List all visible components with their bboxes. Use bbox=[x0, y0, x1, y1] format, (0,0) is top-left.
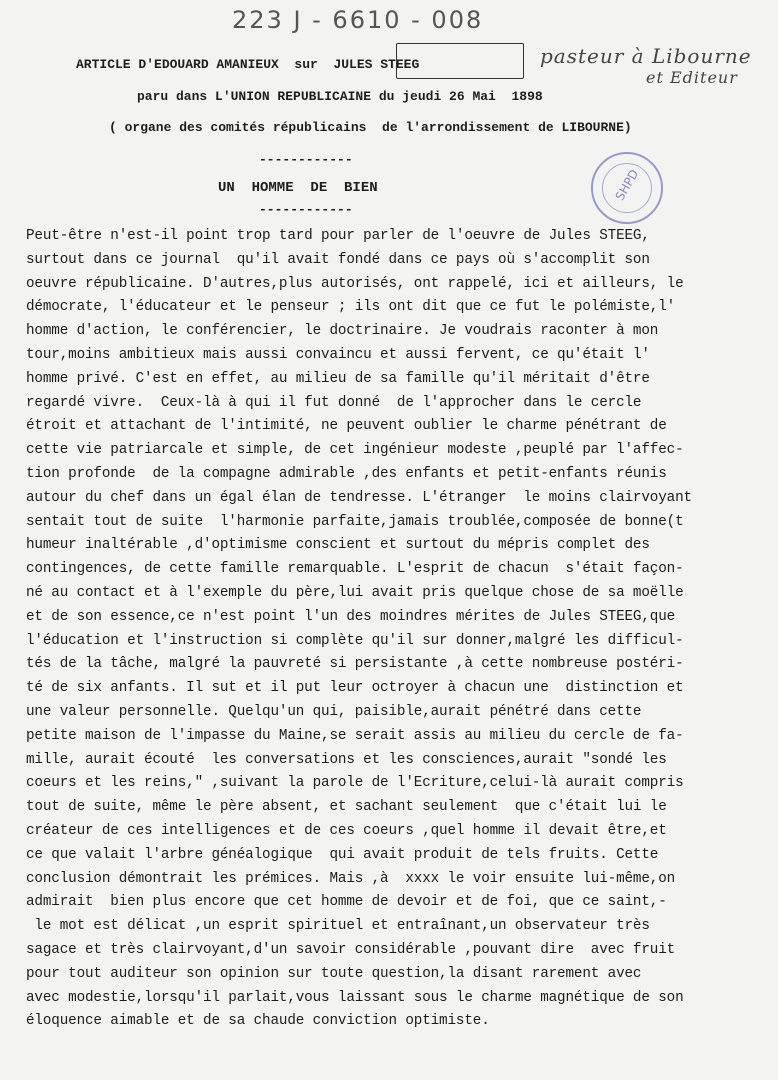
body-line: mille, aurait écouté les conversations et les consciences,aurait "sondé les bbox=[26, 751, 667, 768]
header-line-2: paru dans L'UNION REPUBLICAINE du jeudi 26 Mai 1898 bbox=[137, 89, 543, 104]
header-line-1 bbox=[76, 57, 419, 72]
body-line: oeuvre républicaine. D'autres,plus autorisés, ont rappelé, ici et ailleurs, le bbox=[26, 275, 684, 292]
body-line: coeurs et les reins," ,suivant la parole de l'Ecriture,celui-là aurait compris bbox=[26, 775, 684, 792]
body-line: surtout dans ce journal qu'il avait fondé dans ce pays où s'accomplit son bbox=[26, 251, 650, 268]
body-line: démocrate, l'éducateur et le penseur ; ils ont dit que ce fut le polémiste,l' bbox=[26, 299, 676, 316]
body-line: et de son essence,ce n'est point l'un des moindres mérites de Jules STEEG,que bbox=[26, 608, 676, 625]
body-line: tour,moins ambitieux mais aussi convaincu et aussi fervent, ce qu'était l' bbox=[26, 346, 650, 363]
body-line: né au contact et à l'exemple du père,lui avait pris quelque chose de sa moëlle bbox=[26, 584, 684, 601]
body-line: conclusion démontrait les prémices. Mais ,à xxxx le voir ensuite lui-même,on bbox=[26, 870, 676, 887]
body-line: une valeur personnelle. Quelqu'un qui, paisible,aurait pénétré dans cette bbox=[26, 703, 642, 720]
title-rule-top: ------------ bbox=[259, 152, 353, 167]
title-rule-bottom: ------------ bbox=[259, 202, 353, 217]
body-line: étroit et attachant de l'intimité, ne peuvent oublier le charme pénétrant de bbox=[26, 418, 667, 435]
body-line: pour tout auditeur son opinion sur toute question,la disant rarement avec bbox=[26, 965, 642, 982]
body-line: le mot est délicat ,un esprit spirituel et entraînant,un observateur très bbox=[26, 918, 650, 935]
body-line: éloquence aimable et de sa chaude conviction optimiste. bbox=[26, 1013, 490, 1030]
body-line: tion profonde de la compagne admirable ,des enfants et petit-enfants réunis bbox=[26, 465, 667, 482]
body-line: petite maison de l'impasse du Maine,se serait assis au milieu du cercle de fa- bbox=[26, 727, 684, 744]
margin-note: pasteur à Libourne bbox=[540, 44, 752, 68]
body-line: Peut-être n'est-il point trop tard pour parler de l'oeuvre de Jules STEEG, bbox=[26, 228, 650, 244]
body-line: té de six anfants. Il sut et il put leur octroyer à chacun une distinction et bbox=[26, 680, 684, 697]
archive-reference: 223 J - 6610 - 008 bbox=[232, 6, 484, 34]
margin-note: et Editeur bbox=[646, 68, 738, 87]
article-body bbox=[26, 225, 778, 1034]
body-line: autour du chef dans un égal élan de tendresse. L'étranger le moins clairvoyant bbox=[26, 489, 692, 506]
body-line: sentait tout de suite l'harmonie parfaite,jamais troublée,composée de bonne(t bbox=[26, 513, 684, 530]
body-line: créateur de ces intelligences et de ces coeurs ,quel homme il devait être,et bbox=[26, 822, 667, 839]
body-line: homme d'action, le conférencier, le doctrinaire. Je voudrais raconter à mon bbox=[26, 323, 659, 340]
body-line: homme privé. C'est en effet, au milieu de sa famille qu'il méritait d'être bbox=[26, 370, 650, 387]
body-line: admirait bien plus encore que cet homme de devoir et de foi, que ce saint,- bbox=[26, 894, 667, 911]
archive-stamp bbox=[591, 152, 663, 224]
article-title: UN HOMME DE BIEN bbox=[218, 180, 378, 196]
body-line: avec modestie,lorsqu'il parlait,vous laissant sous le charme magnétique de son bbox=[26, 989, 684, 1006]
body-line: contingences, de cette famille remarquable. L'esprit de chacun s'était façon- bbox=[26, 561, 684, 578]
header-prefix: ARTICLE D'EDOUARD AMANIEUX sur bbox=[76, 57, 334, 72]
body-line: tés de la tâche, malgré la pauvreté si persistante ,à cette nombreuse postéri- bbox=[26, 656, 684, 673]
header-line-3: ( organe des comités républicains de l'arrondissement de LIBOURNE) bbox=[109, 120, 632, 135]
body-line: humeur inaltérable ,d'optimisme conscient et surtout du mépris complet des bbox=[26, 537, 650, 554]
stamp-text: SHPD bbox=[612, 167, 642, 203]
body-line: regardé vivre. Ceux-là à qui il fut donné de l'approcher dans le cercle bbox=[26, 394, 642, 411]
body-line: l'éducation et l'instruction si complète qu'il sur donner,malgré les difficul- bbox=[26, 632, 684, 649]
body-line: cette vie patriarcale et simple, de cet ingénieur modeste ,peuplé par l'affec- bbox=[26, 442, 684, 459]
subject-name-box bbox=[396, 43, 524, 79]
body-line: ce que valait l'arbre généalogique qui avait produit de tels fruits. Cette bbox=[26, 846, 659, 863]
header-subject-name: JULES STEEG bbox=[333, 57, 420, 72]
body-line: tout de suite, même le père absent, et sachant seulement que c'était lui le bbox=[26, 799, 667, 816]
body-line: sagace et très clairvoyant,d'un savoir considérable ,pouvant dire avec fruit bbox=[26, 941, 676, 958]
